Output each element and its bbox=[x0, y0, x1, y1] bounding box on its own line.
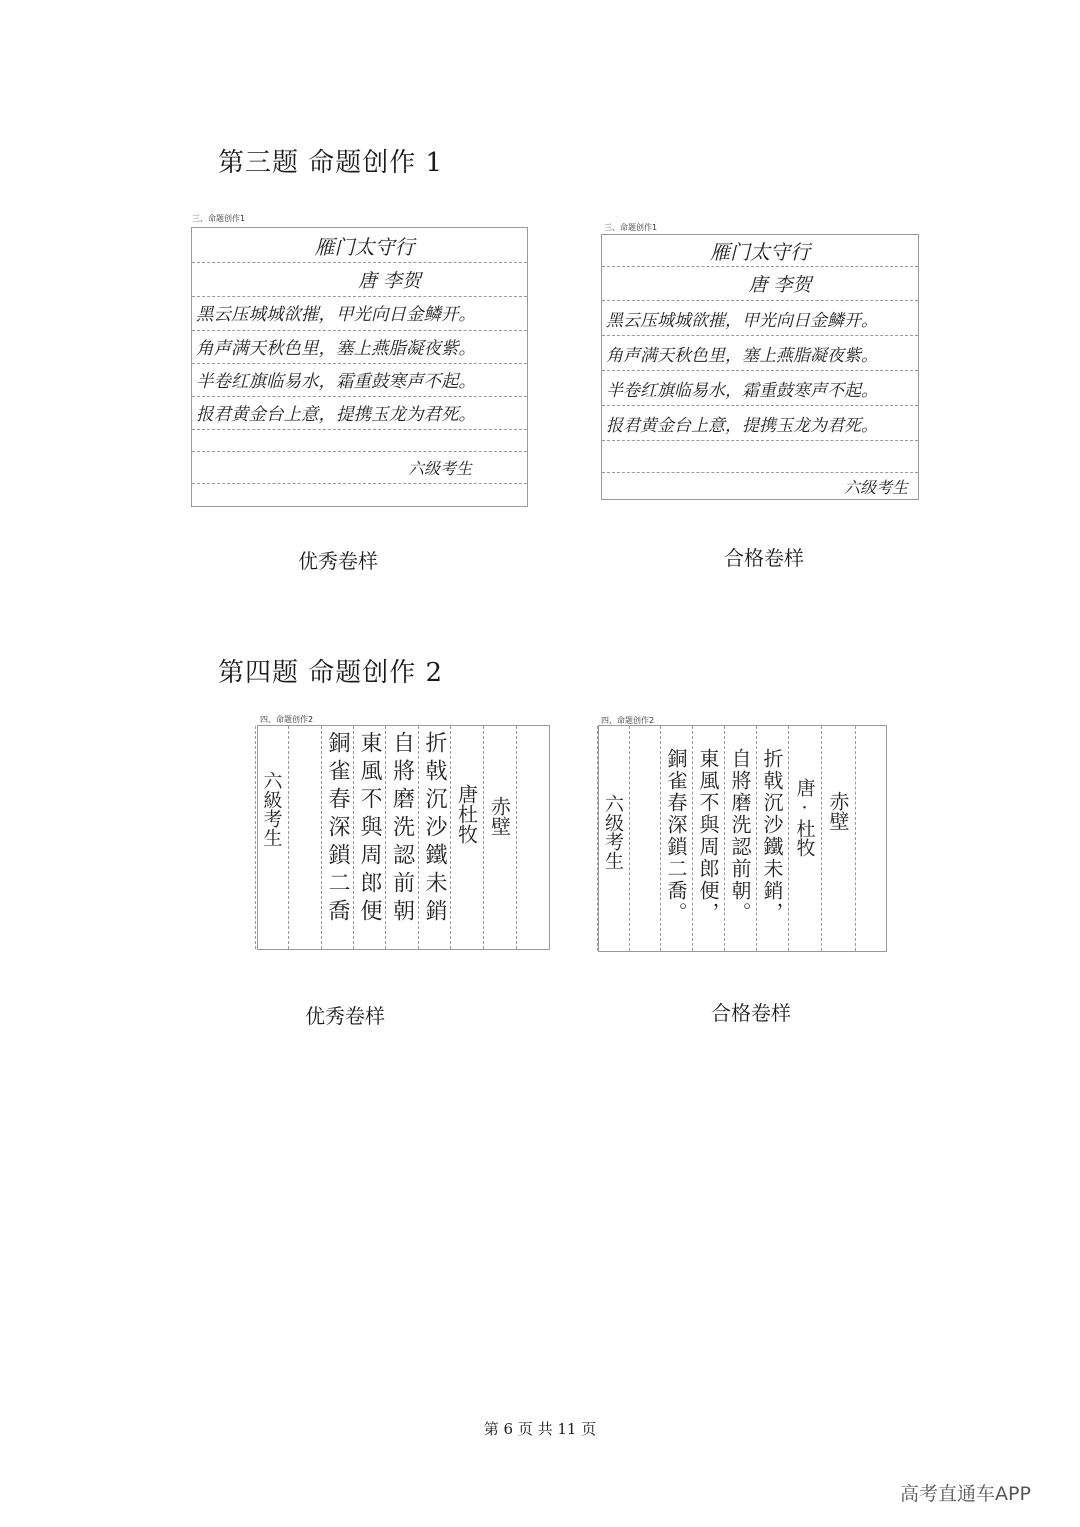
poem-line: 角声满天秋色里，塞上燕脂凝夜紫。 bbox=[602, 336, 918, 371]
watermark: 高考直通车APP bbox=[900, 1483, 1031, 1505]
signature: 六级考生 bbox=[192, 452, 527, 484]
page-number: 第 6 页 共 11 页 bbox=[483, 1420, 597, 1438]
poem-line: 报君黄金台上意，提携玉龙为君死。 bbox=[602, 406, 918, 441]
blank-line bbox=[602, 441, 918, 473]
poem-author: 唐 李贺 bbox=[602, 267, 918, 301]
sheet-label: 四、命题创作2 bbox=[601, 716, 655, 725]
blank-column bbox=[629, 726, 660, 951]
excellent-sample-caption: 优秀卷样 bbox=[305, 1004, 385, 1028]
poem-line: 角声满天秋色里，塞上燕脂凝夜紫。 bbox=[192, 331, 527, 364]
blank-column bbox=[288, 726, 321, 949]
poem-line: 半卷红旗临易水，霜重鼓寒声不起。 bbox=[602, 371, 918, 406]
poem-line: 折戟沉沙鐵未銷， bbox=[756, 726, 788, 951]
excellent-sample-sheet bbox=[257, 725, 550, 950]
poem-line: 自將磨洗認前朝。 bbox=[724, 726, 756, 951]
poem-author: 唐杜牧 bbox=[450, 726, 483, 949]
poem-line: 折戟沉沙鐵未銷 bbox=[418, 726, 450, 949]
blank-column bbox=[222, 726, 255, 949]
blank-line bbox=[192, 430, 527, 452]
poem-title: 赤壁 bbox=[483, 726, 516, 949]
section-4-title: 第四题 命题创作 2 bbox=[218, 658, 444, 688]
excellent-sample-sheet bbox=[191, 227, 528, 507]
poem-line: 東風不與周郎便， bbox=[692, 726, 724, 951]
poem-line: 报君黄金台上意，提携玉龙为君死。 bbox=[192, 397, 527, 430]
poem-author: 唐 李贺 bbox=[192, 263, 527, 297]
poem-author: 唐·杜牧 bbox=[788, 726, 821, 951]
signature: 六級考生 bbox=[255, 726, 288, 949]
poem-line: 銅雀春深鎖二喬 bbox=[321, 726, 353, 949]
poem-title: 雁门太守行 bbox=[192, 228, 527, 263]
qualified-sample-caption: 合格卷样 bbox=[711, 1001, 791, 1025]
poem-line: 黑云压城城欲摧，甲光向日金鳞开。 bbox=[192, 297, 527, 331]
qualified-sample-caption: 合格卷样 bbox=[724, 546, 804, 570]
poem-line: 半卷红旗临易水，霜重鼓寒声不起。 bbox=[192, 364, 527, 397]
poem-line: 東風不與周郎便 bbox=[353, 726, 385, 949]
signature: 六级考生 bbox=[597, 726, 629, 951]
poem-line: 自將磨洗認前朝 bbox=[385, 726, 418, 949]
excellent-sample-caption: 优秀卷样 bbox=[298, 549, 378, 573]
sheet-label: 四、命题创作2 bbox=[260, 715, 314, 724]
blank-line bbox=[192, 484, 527, 506]
section-3-title: 第三题 命题创作 1 bbox=[218, 148, 444, 178]
poem-title: 雁门太守行 bbox=[602, 235, 918, 267]
blank-column bbox=[567, 726, 597, 951]
qualified-sample-sheet bbox=[598, 725, 887, 952]
sheet-label: 三、命题创作1 bbox=[604, 223, 658, 232]
poem-title: 赤壁 bbox=[821, 726, 855, 951]
qualified-sample-sheet bbox=[601, 234, 919, 500]
blank-column bbox=[855, 726, 886, 951]
blank-column bbox=[516, 726, 549, 949]
signature: 六级考生 bbox=[843, 477, 908, 497]
poem-line: 銅雀春深鎖二喬。 bbox=[660, 726, 692, 951]
poem-line: 黑云压城城欲摧，甲光向日金鳞开。 bbox=[602, 301, 918, 336]
sheet-label: 三、命题创作1 bbox=[192, 214, 246, 223]
